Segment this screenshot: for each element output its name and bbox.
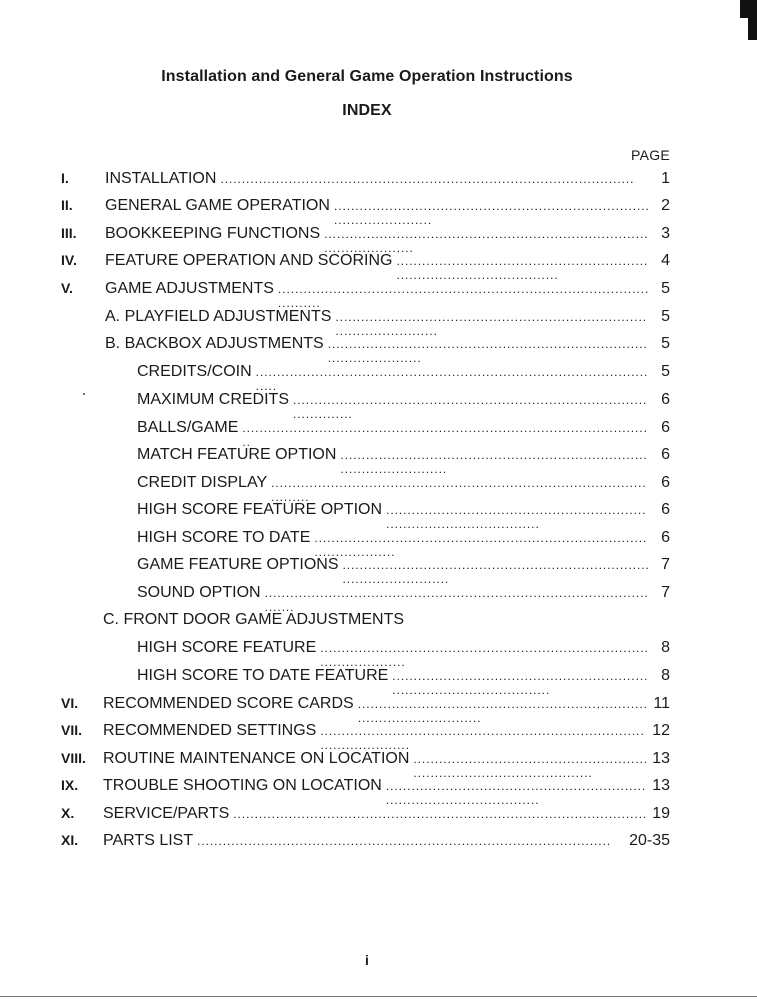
toc-entry — [0, 419, 757, 441]
toc-entry-page: 7 — [661, 556, 670, 573]
toc-entry-line — [137, 639, 670, 669]
toc-entry-line — [137, 584, 670, 614]
document-subtitle: INDEX — [342, 102, 392, 119]
toc-entry-label: CREDIT DISPLAY — [137, 474, 268, 491]
dot-leader — [271, 476, 648, 504]
toc-entry — [0, 501, 757, 523]
toc-entry-page: 7 — [661, 584, 670, 601]
toc-entry-line — [137, 667, 670, 697]
toc-entry — [0, 446, 757, 468]
toc-entry-label: FEATURE OPERATION AND SCORING — [105, 252, 393, 269]
dot-leader — [340, 448, 648, 476]
toc-entry — [0, 170, 757, 192]
page-column-header: PAGE — [631, 147, 671, 163]
toc-entry-label: C. FRONT DOOR GAME ADJUSTMENTS — [103, 611, 405, 628]
toc-entry-label: A. PLAYFIELD ADJUSTMENTS — [105, 308, 332, 325]
dot-leader — [324, 227, 648, 255]
dot-leader — [320, 641, 648, 669]
dot-leader — [413, 752, 646, 780]
toc-entry-label: HIGH SCORE TO DATE — [137, 529, 311, 546]
dot-leader — [328, 337, 648, 365]
toc-entry-page: 5 — [661, 280, 670, 297]
toc-entry-line — [105, 308, 670, 338]
toc-entry-line — [137, 391, 670, 421]
toc-entry-page: 20-35 — [629, 832, 670, 849]
dot-leader — [392, 669, 648, 697]
toc-entry — [0, 529, 757, 551]
toc-entry-label: HIGH SCORE FEATURE OPTION — [137, 501, 383, 518]
dot-leader — [386, 779, 646, 807]
toc-entry-label: RECOMMENDED SCORE CARDS — [103, 695, 354, 712]
toc-entry-line — [105, 170, 670, 188]
toc-entry — [0, 750, 757, 772]
toc-section-number: VI. — [61, 695, 79, 711]
toc-entry — [0, 639, 757, 661]
toc-entry-label: BALLS/GAME — [137, 419, 239, 436]
toc-entry-label: HIGH SCORE TO DATE FEATURE — [137, 667, 389, 684]
toc-entry-line — [137, 556, 670, 586]
toc-section-number: VII. — [61, 722, 83, 738]
document-title: Installation and General Game Operation Instructions — [161, 68, 573, 85]
toc-entry — [0, 252, 757, 274]
dot-leader — [320, 724, 646, 752]
dot-leader — [293, 393, 648, 421]
dot-leader — [358, 697, 648, 725]
toc-entry-label: TROUBLE SHOOTING ON LOCATION — [103, 777, 382, 794]
toc-entry-line — [103, 777, 670, 807]
dot-leader — [220, 172, 648, 186]
toc-entry — [0, 391, 757, 413]
toc-entry-line — [103, 750, 670, 780]
toc-entry-label: SERVICE/PARTS — [103, 805, 230, 822]
toc-entry-label: INSTALLATION — [105, 170, 217, 187]
toc-entry-label: SOUND OPTION — [137, 584, 261, 601]
toc-entry — [0, 556, 757, 578]
toc-entry-label: GAME ADJUSTMENTS — [105, 280, 274, 297]
toc-entry-line — [137, 529, 670, 559]
dot-leader — [335, 310, 648, 338]
toc-entry-line — [137, 474, 670, 504]
toc-entry-page: 8 — [661, 639, 670, 656]
toc-entry — [0, 474, 757, 496]
toc-entry-label: MATCH FEATURE OPTION — [137, 446, 337, 463]
toc-entry-line — [105, 335, 670, 365]
dot-leader — [396, 254, 648, 282]
toc-entry-page: 19 — [652, 805, 670, 822]
toc-entry-page: 2 — [661, 197, 670, 214]
toc-section-number: X. — [61, 805, 75, 821]
toc-entry-page: 6 — [661, 446, 670, 463]
toc-entry — [0, 363, 757, 385]
dot-leader — [343, 558, 649, 586]
toc-entry-page: 8 — [661, 667, 670, 684]
toc-entry-line — [105, 225, 670, 255]
dot-leader — [242, 421, 648, 449]
dot-leader — [278, 282, 648, 310]
toc-entry-page: 6 — [661, 419, 670, 436]
toc-section-number: XI. — [61, 832, 79, 848]
toc-entry-label: B. BACKBOX ADJUSTMENTS — [105, 335, 324, 352]
toc-entry-page: 12 — [652, 722, 670, 739]
dot-leader — [265, 586, 648, 614]
toc-entry-label: CREDITS/COIN — [137, 363, 252, 380]
toc-entry-page: 6 — [661, 529, 670, 546]
dot-leader — [197, 834, 623, 848]
toc-section-number: I. — [61, 170, 69, 186]
toc-section-number: IX. — [61, 777, 79, 793]
dot-leader — [256, 365, 648, 393]
toc-entry-page: 13 — [652, 777, 670, 794]
footer-page-number: i — [365, 952, 369, 968]
toc-entry-label: HIGH SCORE FEATURE — [137, 639, 317, 656]
toc-entry-label: BOOKKEEPING FUNCTIONS — [105, 225, 321, 242]
toc-entry-line — [103, 695, 670, 725]
scan-edge-mark — [748, 0, 757, 40]
toc-entry — [0, 667, 757, 689]
toc-entry-label: GENERAL GAME OPERATION — [105, 197, 330, 214]
toc-entry — [0, 280, 757, 302]
toc-entry — [0, 308, 757, 330]
toc-entry-label: GAME FEATURE OPTIONS — [137, 556, 339, 573]
toc-entry-label: PARTS LIST — [103, 832, 194, 849]
toc-entry-label: ROUTINE MAINTENANCE ON LOCATION — [103, 750, 410, 767]
toc-entry-page: 1 — [661, 170, 670, 187]
toc-entry-line — [137, 446, 670, 476]
toc-entry-page: 6 — [661, 501, 670, 518]
toc-entry-line — [103, 722, 670, 752]
toc-entry-page: 4 — [661, 252, 670, 269]
toc-entry-page: 5 — [661, 308, 670, 325]
toc-entry-line — [103, 611, 670, 629]
toc-entry-line — [103, 805, 670, 823]
toc-entry-line — [105, 197, 670, 227]
toc-section-number: III. — [61, 225, 77, 241]
toc-entry-line — [137, 419, 670, 449]
toc-section-number: II. — [61, 197, 73, 213]
toc-entry-page: 5 — [661, 335, 670, 352]
toc-entry-label: MAXIMUM CREDITS — [137, 391, 289, 408]
toc-entry-label: RECOMMENDED SETTINGS — [103, 722, 317, 739]
toc-entry — [0, 832, 757, 854]
toc-entry — [0, 777, 757, 799]
toc-section-number: V. — [61, 280, 73, 296]
toc-entry — [0, 611, 757, 633]
toc-entry — [0, 722, 757, 744]
toc-entry-page: 13 — [652, 750, 670, 767]
toc-entry — [0, 335, 757, 357]
toc-entry-page: 5 — [661, 363, 670, 380]
toc-entry — [0, 695, 757, 717]
toc-entry — [0, 225, 757, 247]
toc-entry-line — [103, 832, 670, 850]
toc-entry — [0, 805, 757, 827]
toc-section-number: VIII. — [61, 750, 86, 766]
toc-entry-page: 6 — [661, 391, 670, 408]
toc-section-number: IV. — [61, 252, 77, 268]
toc-entry — [0, 197, 757, 219]
scan-bottom-edge — [0, 996, 757, 997]
toc-entry-line — [137, 501, 670, 531]
toc-entry-line — [105, 280, 670, 310]
toc-entry — [0, 584, 757, 606]
toc-entry-page: 6 — [661, 474, 670, 491]
dot-leader — [334, 199, 648, 227]
toc-entry-page: 11 — [653, 695, 670, 712]
dot-leader — [314, 531, 648, 559]
toc-entry-page: 3 — [661, 225, 670, 242]
toc-entry-line — [137, 363, 670, 393]
dot-leader — [233, 807, 646, 821]
dot-leader — [386, 503, 648, 531]
toc-entry-line — [105, 252, 670, 282]
